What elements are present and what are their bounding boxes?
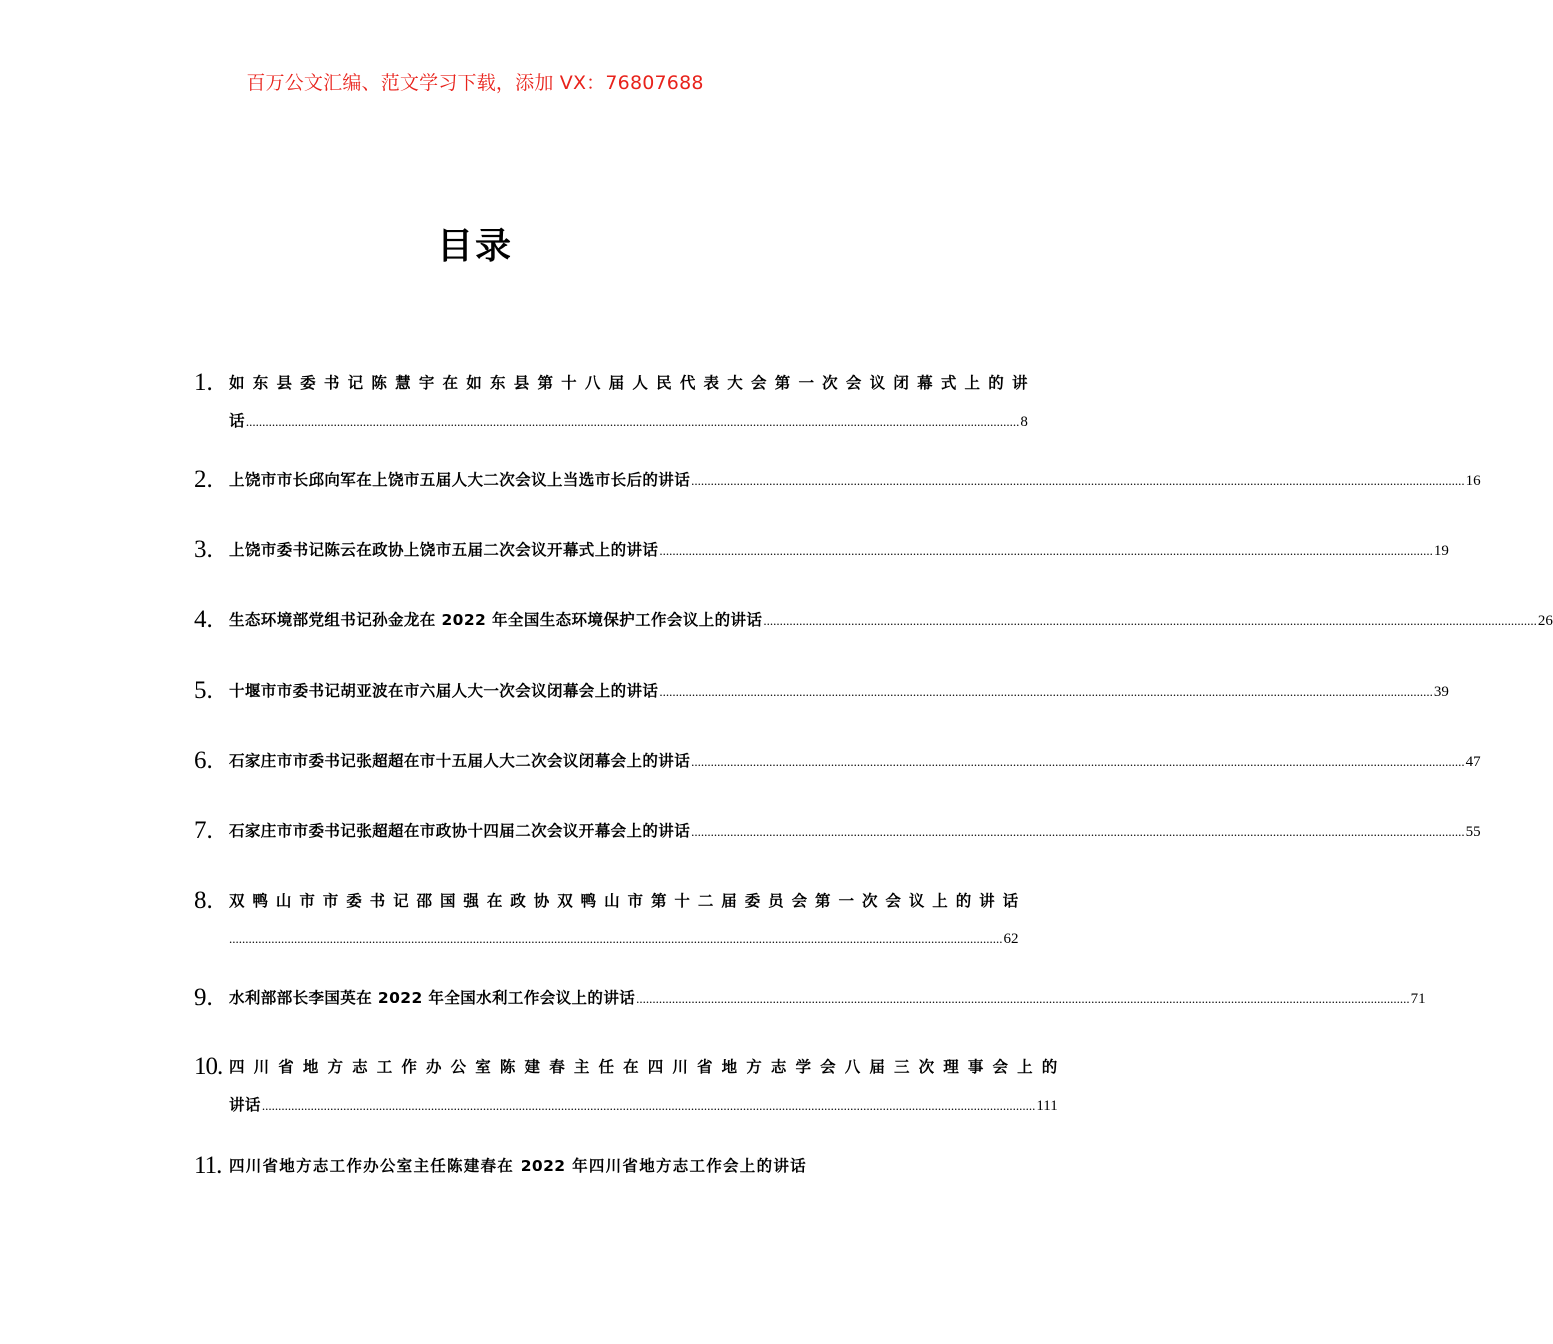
toc-entry-title: 生态环境部党组书记孙金龙在 2022 年全国生态环境保护工作会议上的讲话 xyxy=(229,611,763,629)
toc-entry-5[interactable] xyxy=(194,672,1449,710)
toc-entry-number: 1. xyxy=(194,369,213,396)
toc-entry-11[interactable] xyxy=(194,1147,806,1185)
leader-dots: .............................................................................................................................................................................................................................................. xyxy=(691,824,1465,839)
toc-entry-title: 上饶市委书记陈云在政协上饶市五届二次会议开幕式上的讲话 xyxy=(229,541,659,559)
toc-entry-title: 上饶市市长邱向军在上饶市五届人大二次会议上当选市长后的讲话 xyxy=(229,471,691,489)
toc-entry-title: 十堰市市委书记胡亚波在市六届人大一次会议闭幕会上的讲话 xyxy=(229,682,659,700)
toc-entry-page: 26 xyxy=(1537,613,1553,629)
toc-entry-4[interactable] xyxy=(194,601,1553,639)
toc-entry-3[interactable] xyxy=(194,531,1449,569)
toc-entry-number: 7. xyxy=(194,817,213,844)
toc-entry-page: 62 xyxy=(1003,931,1019,947)
toc-entry-number: 9. xyxy=(194,984,213,1011)
toc-entry-page: 47 xyxy=(1465,754,1481,770)
toc-entry-title: 四川省地方志工作办公室陈建春主任在四川省地方志学会八届三次理事会上的 xyxy=(229,1058,1058,1076)
toc-entry-number: 3. xyxy=(194,536,213,563)
toc-entry-title: 水利部部长李国英在 2022 年全国水利工作会议上的讲话 xyxy=(229,989,636,1007)
toc-entry-page: 111 xyxy=(1036,1098,1058,1114)
toc-entry-1[interactable] xyxy=(194,364,1028,440)
toc-entry-number: 11. xyxy=(194,1152,222,1179)
toc-entry-number: 10. xyxy=(194,1053,223,1080)
toc-entry-title: 石家庄市市委书记张超超在市十五届人大二次会议闭幕会上的讲话 xyxy=(229,752,691,770)
toc-entry-page: 8 xyxy=(1020,414,1028,430)
toc-entry-title-cont: 讲话 xyxy=(229,1096,261,1114)
leader-dots: .............................................................................................................................................................................................................................................. xyxy=(261,1098,1036,1113)
toc-entry-title: 石家庄市市委书记张超超在市政协十四届二次会议开幕会上的讲话 xyxy=(229,822,691,840)
toc-entry-number: 2. xyxy=(194,466,213,493)
toc-entry-7[interactable] xyxy=(194,812,1481,850)
toc-entry-title: 如东县委书记陈慧宇在如东县第十八届人民代表大会第一次会议闭幕式上的讲 xyxy=(229,374,1028,392)
toc-entry-title: 四川省地方志工作办公室主任陈建春在 2022 年四川省地方志工作会上的讲话 xyxy=(229,1157,806,1175)
toc-entry-page: 39 xyxy=(1433,684,1449,700)
toc-entry-number: 4. xyxy=(194,606,213,633)
toc-entry-page: 19 xyxy=(1433,543,1449,559)
leader-dots: .............................................................................................................................................................................................................................................. xyxy=(229,931,1003,946)
leader-dots: .............................................................................................................................................................................................................................................. xyxy=(691,473,1465,488)
header-note: 百万公文汇编、范文学习下载，添加 VX：76807688 xyxy=(246,72,704,94)
leader-dots: .............................................................................................................................................................................................................................................. xyxy=(659,543,1433,558)
leader-dots: .............................................................................................................................................................................................................................................. xyxy=(763,613,1537,628)
leader-dots: .............................................................................................................................................................................................................................................. xyxy=(691,754,1465,769)
toc-entry-page: 55 xyxy=(1465,824,1481,840)
leader-dots: .............................................................................................................................................................................................................................................. xyxy=(245,414,1020,429)
toc-entry-page: 71 xyxy=(1410,991,1426,1007)
leader-dots: .............................................................................................................................................................................................................................................. xyxy=(636,991,1410,1006)
toc-entry-6[interactable] xyxy=(194,742,1481,780)
toc-entry-title-cont: 话 xyxy=(229,412,245,430)
leader-dots: .............................................................................................................................................................................................................................................. xyxy=(659,684,1433,699)
toc-entry-number: 8. xyxy=(194,887,213,914)
page-title: 目录 xyxy=(436,226,513,267)
toc-entry-page: 16 xyxy=(1465,473,1481,489)
toc-entry-number: 5. xyxy=(194,677,213,704)
toc-entry-10[interactable] xyxy=(194,1048,1058,1124)
toc-entry-number: 6. xyxy=(194,747,213,774)
toc-entry-8[interactable] xyxy=(194,882,1019,958)
toc-entry-title: 双鸭山市市委书记邵国强在政协双鸭山市第十二届委员会第一次会议上的讲话 xyxy=(229,892,1019,910)
toc-entry-9[interactable] xyxy=(194,979,1426,1017)
toc-entry-2[interactable] xyxy=(194,461,1481,499)
